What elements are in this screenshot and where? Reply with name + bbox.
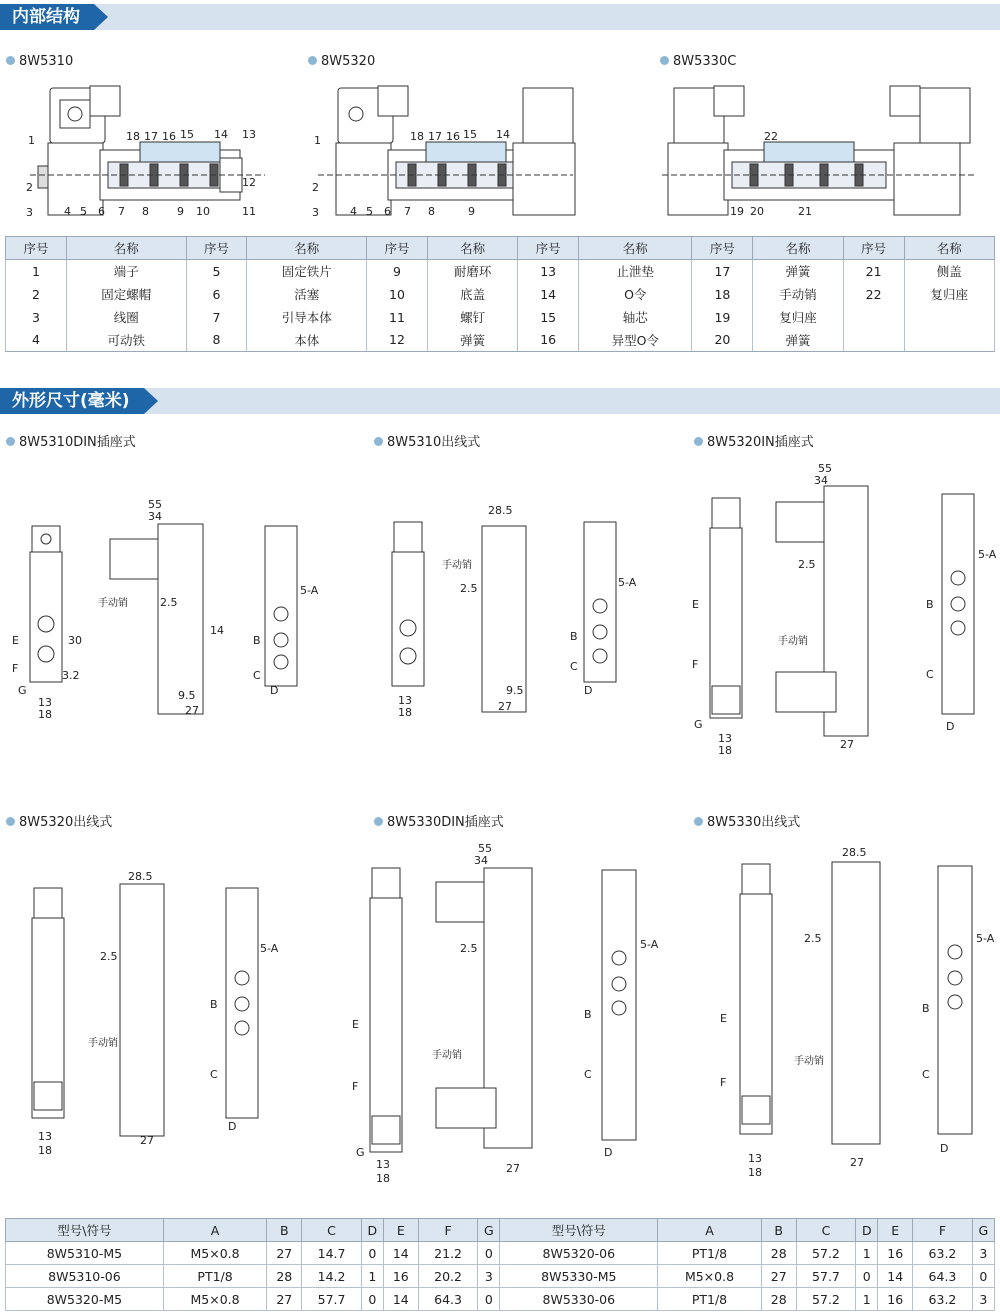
callout-15: 15	[180, 128, 194, 141]
dims-table	[5, 1218, 995, 1311]
dim-2-5: 2.5	[798, 558, 816, 571]
dim-9-5: 9.5	[506, 684, 524, 697]
bullet-icon	[308, 56, 317, 65]
callout-16: 16	[446, 130, 460, 143]
parts-table	[5, 236, 995, 352]
dim-drawing-8w5320-in	[690, 458, 997, 758]
dim-F: F	[12, 662, 19, 675]
bullet-icon	[374, 437, 383, 446]
dim-C: C	[253, 669, 261, 682]
table-row: 8W5310-06 PT1/8 28 14.2 1 16 20.2 3 8W5330-M5 M5×0.8 27 57.7 0 14 64.3 0	[6, 1265, 995, 1288]
dim-2-5: 2.5	[460, 582, 478, 595]
dim-3-2: 3.2	[62, 669, 80, 682]
model-label-8w5320: 8W5320	[308, 54, 375, 69]
manual-pin-label: 手动销	[778, 636, 808, 647]
section-title-dimensions: 外形尺寸(毫米)	[0, 388, 144, 414]
dim-D: D	[584, 684, 593, 697]
dim-18: 18	[38, 708, 52, 721]
section-header-dimensions	[0, 388, 1000, 414]
dim-27: 27	[850, 1156, 864, 1169]
dim-drawing-8w5310-din	[10, 494, 320, 724]
callout-21: 21	[798, 205, 812, 218]
dim-F: F	[352, 1080, 359, 1093]
callout-1: 1	[314, 134, 321, 147]
dim-2-5: 2.5	[100, 950, 118, 963]
dim-2-5: 2.5	[160, 596, 178, 609]
dim-G: G	[356, 1146, 365, 1159]
bullet-icon	[6, 437, 15, 446]
dim-B: B	[584, 1008, 592, 1021]
dim-D: D	[940, 1142, 949, 1155]
callout-7: 7	[404, 205, 411, 218]
dim-B: B	[253, 634, 261, 647]
callout-17: 17	[144, 130, 158, 143]
table-row: 8W5310-M5 M5×0.8 27 14.7 0 14 21.2 0 8W5320-06 PT1/8 28 57.2 1 16 63.2 3	[6, 1242, 995, 1265]
port-label: 5-A	[260, 942, 279, 955]
dim-label-8w5320-in: 8W5320IN插座式	[694, 431, 814, 450]
dim-28-5: 28.5	[488, 504, 513, 517]
port-label: 5-A	[640, 938, 659, 951]
dim-drawing-8w5330-din	[350, 838, 660, 1188]
dim-E: E	[692, 598, 699, 611]
dim-drawing-8w5310-wire	[370, 500, 680, 720]
internal-diagram-8w5320	[308, 78, 578, 228]
callout-15: 15	[463, 128, 477, 141]
callout-16: 16	[162, 130, 176, 143]
callout-17: 17	[428, 130, 442, 143]
dim-34: 34	[814, 474, 828, 487]
dim-55: 55	[148, 498, 162, 511]
dim-18: 18	[718, 744, 732, 757]
callout-6: 6	[384, 205, 391, 218]
callout-8: 8	[142, 205, 149, 218]
callout-9: 9	[468, 205, 475, 218]
dim-E: E	[352, 1018, 359, 1031]
dim-55: 55	[478, 842, 492, 855]
dim-27: 27	[840, 738, 854, 751]
callout-5: 5	[366, 205, 373, 218]
callout-1: 1	[28, 134, 35, 147]
dim-D: D	[604, 1146, 613, 1159]
dim-13: 13	[398, 694, 412, 707]
dim-14: 14	[210, 624, 224, 637]
callout-3: 3	[26, 206, 33, 219]
dim-18: 18	[398, 706, 412, 719]
bullet-icon	[6, 817, 15, 826]
dim-F: F	[720, 1076, 727, 1089]
callout-3: 3	[312, 206, 319, 219]
manual-pin-label: 手动销	[794, 1056, 824, 1067]
dim-C: C	[210, 1068, 218, 1081]
internal-diagram-8w5330c	[660, 78, 980, 228]
table-row: 3 线圈 7 引导本体 11 螺钉 15 轴芯 19 复归座	[6, 306, 995, 329]
dim-55: 55	[818, 462, 832, 475]
manual-pin-label: 手动销	[432, 1050, 462, 1061]
table-row: 1 端子 5 固定铁片 9 耐磨环 13 止泄垫 17 弹簧 21 侧盖	[6, 260, 995, 283]
dim-18: 18	[38, 1144, 52, 1157]
section-header-internal	[0, 4, 1000, 30]
callout-10: 10	[196, 205, 210, 218]
callout-4: 4	[350, 205, 357, 218]
dim-label-8w5330-din: 8W5330DIN插座式	[374, 811, 504, 830]
dim-label-8w5310-din: 8W5310DIN插座式	[6, 431, 136, 450]
callout-2: 2	[26, 181, 33, 194]
dim-B: B	[210, 998, 218, 1011]
table-row: 8W5320-M5 M5×0.8 27 57.7 0 14 64.3 0 8W5330-06 PT1/8 28 57.2 1 16 63.2 3	[6, 1288, 995, 1311]
dim-9-5: 9.5	[178, 689, 196, 702]
bullet-icon	[374, 817, 383, 826]
dim-C: C	[926, 668, 934, 681]
dim-30: 30	[68, 634, 82, 647]
dim-B: B	[926, 598, 934, 611]
dim-C: C	[922, 1068, 930, 1081]
port-label: 5-A	[618, 576, 637, 589]
callout-20: 20	[750, 205, 764, 218]
dim-28-5: 28.5	[842, 846, 867, 859]
dim-label-8w5320-wire: 8W5320出线式	[6, 811, 112, 830]
dim-G: G	[694, 718, 703, 731]
dim-label-8w5310-wire: 8W5310出线式	[374, 431, 480, 450]
dim-C: C	[584, 1068, 592, 1081]
dim-13: 13	[376, 1158, 390, 1171]
callout-18: 18	[126, 130, 140, 143]
dim-E: E	[12, 634, 19, 647]
dim-2-5: 2.5	[804, 932, 822, 945]
dim-D: D	[228, 1120, 237, 1133]
dim-F: F	[692, 658, 699, 671]
model-label-8w5310: 8W5310	[6, 54, 73, 69]
table-row: 4 可动铁 8 本体 12 弹簧 16 异型O令 20 弹簧	[6, 329, 995, 352]
callout-13: 13	[242, 128, 256, 141]
dim-G: G	[18, 684, 27, 697]
dim-D: D	[270, 684, 279, 697]
bullet-icon	[6, 56, 15, 65]
callout-9: 9	[177, 205, 184, 218]
port-label: 5-A	[300, 584, 319, 597]
bullet-icon	[660, 56, 669, 65]
callout-6: 6	[98, 205, 105, 218]
dim-27: 27	[498, 700, 512, 713]
port-label: 5-A	[976, 932, 995, 945]
callout-4: 4	[64, 205, 71, 218]
dim-34: 34	[148, 510, 162, 523]
dim-13: 13	[748, 1152, 762, 1165]
callout-18: 18	[410, 130, 424, 143]
dim-drawing-8w5330-wire	[690, 842, 995, 1182]
dim-28-5: 28.5	[128, 870, 153, 883]
dim-label-8w5330-wire: 8W5330出线式	[694, 811, 800, 830]
dim-B: B	[570, 630, 578, 643]
dim-C: C	[570, 660, 578, 673]
model-label-8w5330c: 8W5330C	[660, 54, 736, 69]
dim-27: 27	[506, 1162, 520, 1175]
callout-14: 14	[214, 128, 228, 141]
bullet-icon	[694, 817, 703, 826]
dim-27: 27	[140, 1134, 154, 1147]
table-row: 2 固定螺帽 6 活塞 10 底盖 14 O令 18 手动销 22 复归座	[6, 283, 995, 306]
dim-drawing-8w5320-wire	[10, 868, 310, 1158]
dim-2-5: 2.5	[460, 942, 478, 955]
dim-D: D	[946, 720, 955, 733]
manual-pin-label: 手动销	[98, 598, 128, 609]
dim-18: 18	[376, 1172, 390, 1185]
callout-7: 7	[118, 205, 125, 218]
dims-table-header: 型号\符号 A B C D E F G 型号\符号 A B C D E F G	[6, 1219, 995, 1242]
dim-34: 34	[474, 854, 488, 867]
callout-5: 5	[80, 205, 87, 218]
dim-13: 13	[38, 696, 52, 709]
callout-14: 14	[496, 128, 510, 141]
port-label: 5-A	[978, 548, 997, 561]
dim-E: E	[720, 1012, 727, 1025]
dim-18: 18	[748, 1166, 762, 1179]
callout-12: 12	[242, 176, 256, 189]
dim-B: B	[922, 1002, 930, 1015]
callout-8: 8	[428, 205, 435, 218]
dim-13: 13	[718, 732, 732, 745]
callout-2: 2	[312, 181, 319, 194]
callout-19: 19	[730, 205, 744, 218]
callout-22: 22	[764, 130, 778, 143]
internal-diagram-8w5310	[20, 78, 280, 228]
bullet-icon	[694, 437, 703, 446]
manual-pin-label: 手动销	[442, 560, 472, 571]
callout-11: 11	[242, 205, 256, 218]
section-title-internal: 内部结构	[0, 4, 94, 30]
parts-table-header: 序号 名称 序号 名称 序号 名称 序号 名称 序号 名称 序号 名称	[6, 237, 995, 260]
dim-13: 13	[38, 1130, 52, 1143]
dim-27: 27	[185, 704, 199, 717]
manual-pin-label: 手动销	[88, 1038, 118, 1049]
